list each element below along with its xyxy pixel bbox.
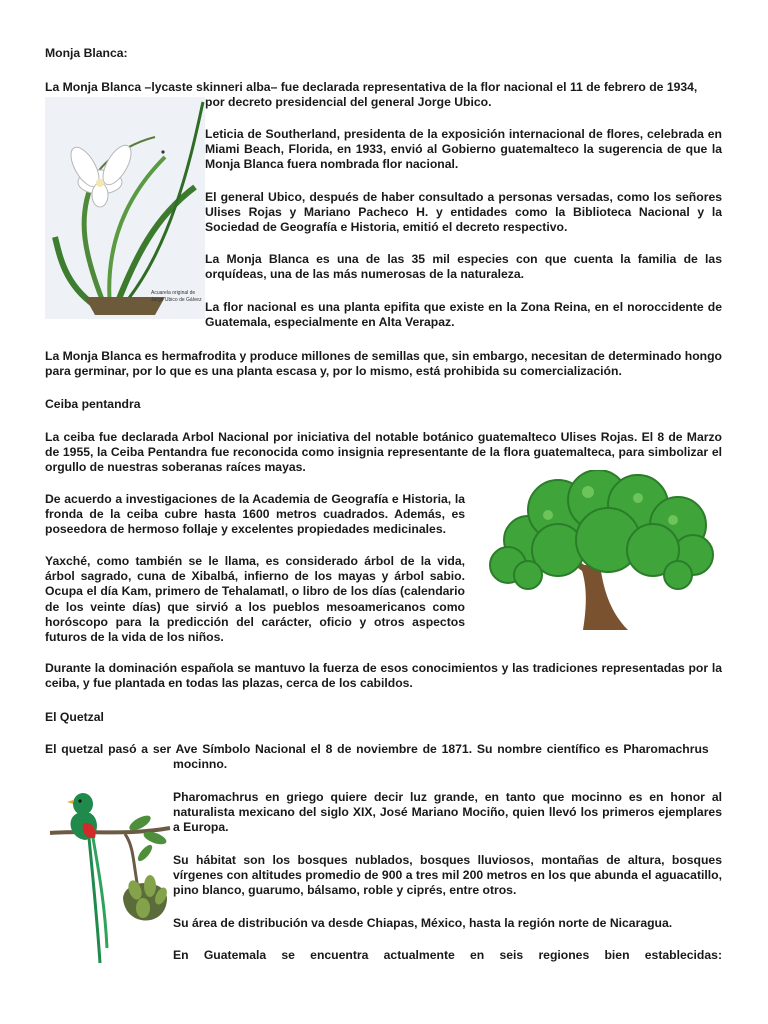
orchid-illustration (45, 97, 205, 319)
tree-icon (488, 470, 720, 630)
quetzal-paragraph-griego: Pharomachrus en griego quiere decir luz grande, en tanto que mocinno es en honor al naturalista mexicano del siglo XIX, José Mariano Mociño, quien llevó los primeros ejemplares a Europa. (173, 790, 722, 835)
quetzal-intro-line-2: mocinno. (173, 757, 228, 771)
heading-monja-blanca: Monja Blanca: (45, 46, 128, 60)
ceiba-tree-illustration (488, 470, 720, 630)
quetzal-illustration (45, 778, 173, 970)
quetzal-bird-icon (45, 778, 173, 970)
quetzal-paragraph-regiones: En Guatemala se encuentra actualmente en seis regiones bien establecidas: (173, 948, 722, 962)
monja-paragraph-epifita: La flor nacional es una planta epifita que existe en la Zona Reina, en el noroccidente de Guatemala, especialmente en Alta Verapaz. (205, 300, 722, 330)
orchid-caption-line-1: Acuarela original de (151, 290, 196, 296)
orchid-caption-line-2: Jorge Ubico de Gálvez (151, 297, 202, 303)
monja-paragraph-leticia: Leticia de Southerland, presidenta de la exposición internacional de flores, celebrada en Miami Beach, Florida, en 1933, envió al Gobierno guatemalteco la sugerencia de que la Monja Blanca fuera nombrada flor nacional. (205, 127, 722, 172)
ceiba-paragraph-arbol-nacional: La ceiba fue declarada Arbol Nacional por iniciativa del notable botánico guatemalteco Ulises Rojas. El 8 de Marzo de 1955, la Ceiba Pentandra fue reconocida como insignia representante de la flora guatemalteca, para simbolizar el orgullo de nuestras soberanas raíces mayas. (45, 430, 722, 475)
ceiba-paragraph-fronda: De acuerdo a investigaciones de la Academia de Geografía e Historia, la fronda de la ceiba cubre hasta 1600 metros cuadrados. Además, es poseedora de hermoso follaje y excelentes propiedades medicinales. (45, 492, 465, 537)
ceiba-paragraph-dominacion: Durante la dominación española se mantuvo la fuerza de esos conocimientos y las tradiciones representadas por la ceiba, y fue plantada en todas las plazas, cerca de los cabildos. (45, 661, 722, 691)
monja-blanca-orchid-icon (45, 97, 205, 319)
quetzal-paragraph-habitat: Su hábitat son los bosques nublados, bosques lluviosos, montañas de altura, bosques vírgenes con altitudes promedio de 900 a tres mil 200 metros en los que abunda el aguacatillo, pino blanco, guarumo, bálsamo, roble y ciprés, entre otros. (173, 853, 722, 898)
monja-paragraph-hermafrodita: La Monja Blanca es hermafrodita y produce millones de semillas que, sin embargo, necesitan de determinado hongo para germinar, por lo que es una planta escasa y, por lo mismo, está prohibida su comercialización. (45, 349, 722, 379)
quetzal-intro-line-1: El quetzal pasó a ser Ave Símbolo Nacional el 8 de noviembre de 1871. Su nombre científico es Pharomachrus (45, 742, 709, 756)
monja-paragraph-ubico: El general Ubico, después de haber consultado a personas versadas, como los señores Ulises Rojas y Mariano Pacheco H. y entidades como la Biblioteca Nacional y la Sociedad de Geografía e Historia, emitió el decreto respectivo. (205, 190, 722, 235)
ceiba-paragraph-yaxche: Yaxché, como también se le llama, es considerado árbol de la vida, árbol sagrado, cuna de Xibalbá, infierno de los mayas y árbol sabio. Ocupa el día Kam, primero de Tehalamatl, o libro de los días (calendario de los veinte días) que sirvió a los pueblos mesoamericanos como horóscopo para la predicción del carácter, oficio y otros aspectos futuros de la vida de los niños. (45, 554, 465, 645)
quetzal-paragraph-distribucion: Su área de distribución va desde Chiapas, México, hasta la región norte de Nicaragua. (173, 916, 673, 930)
heading-el-quetzal: El Quetzal (45, 710, 104, 724)
heading-ceiba-pentandra: Ceiba pentandra (45, 397, 141, 411)
monja-intro-line-1: La Monja Blanca –lycaste skinneri alba– fue declarada representativa de la flor nacional el 11 de febrero de 1934, (45, 80, 698, 94)
monja-paragraph-especies: La Monja Blanca es una de las 35 mil especies con que cuenta la familia de las orquídeas, una de las más numerosas de la naturaleza. (205, 252, 722, 282)
monja-intro-line-2: por decreto presidencial del general Jorge Ubico. (205, 95, 492, 109)
